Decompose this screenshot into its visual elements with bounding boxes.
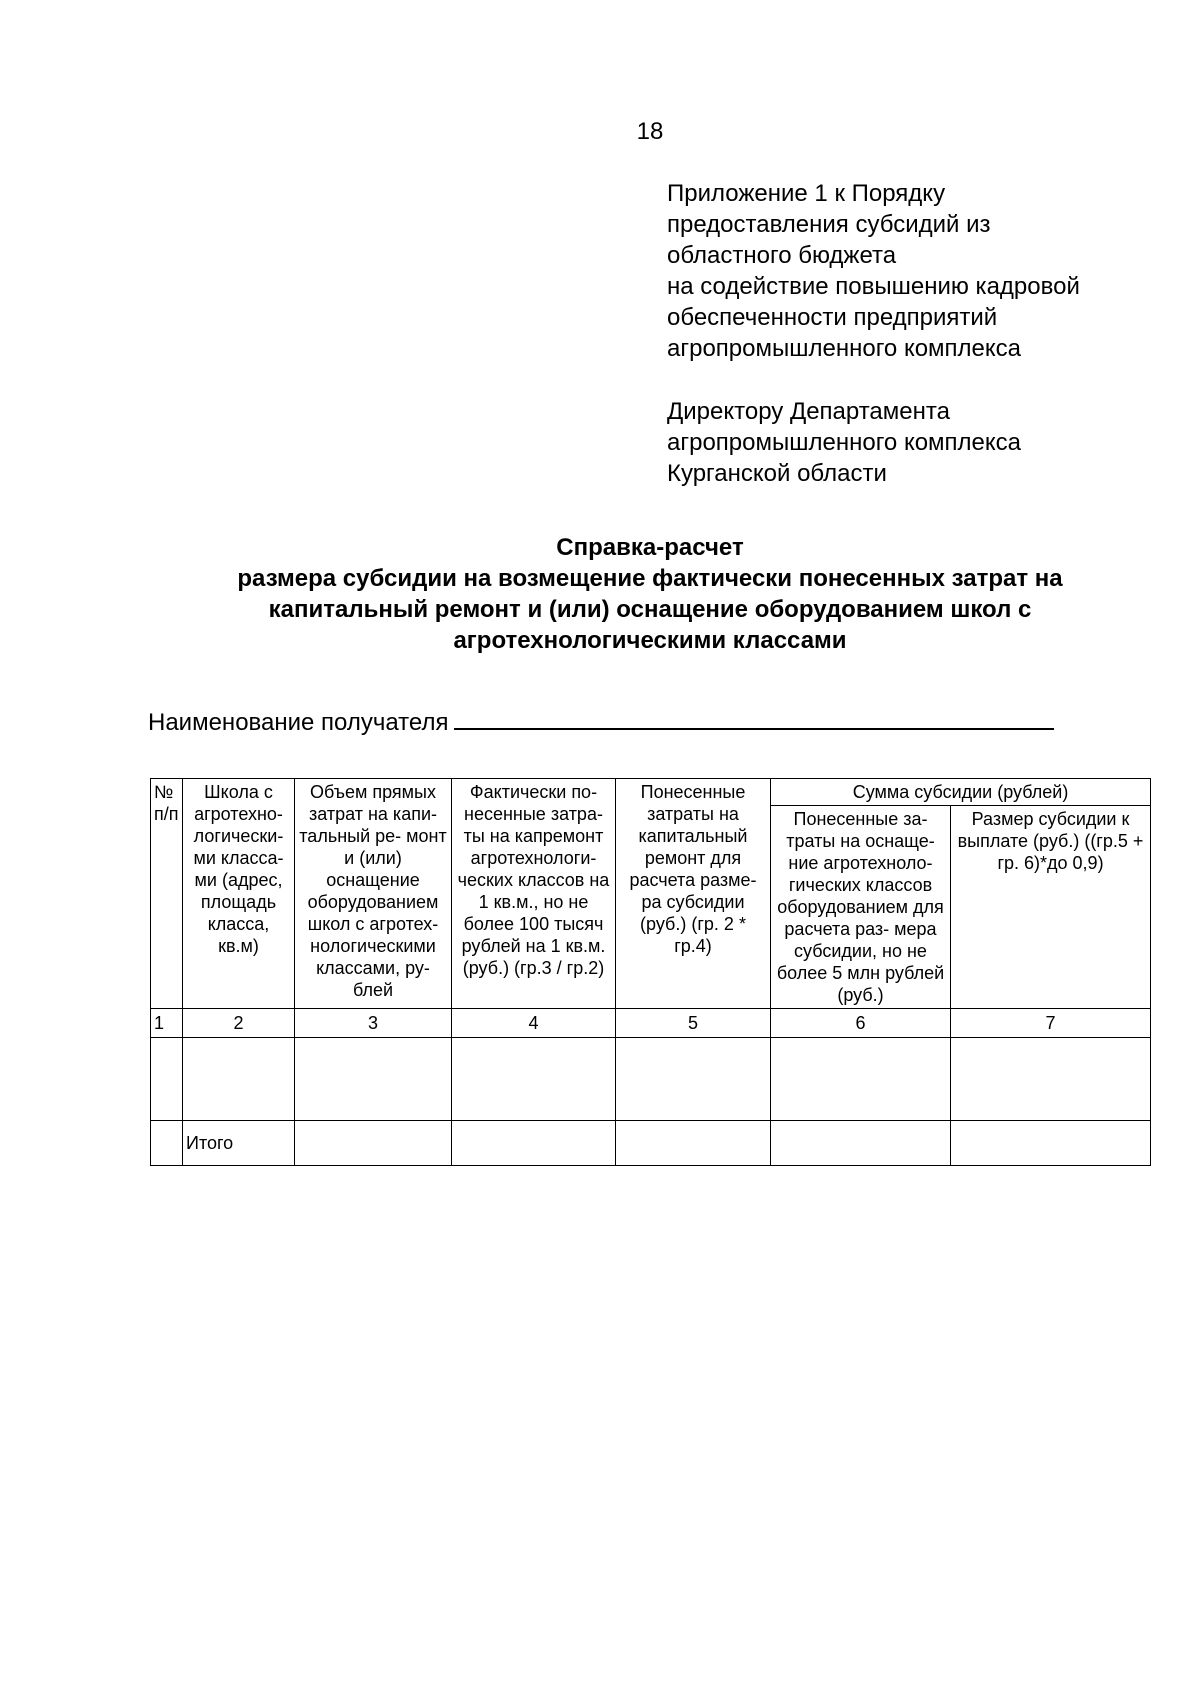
addressee-line: агропромышленного комплекса <box>667 429 1022 456</box>
appendix-line: на содействие повышению кадровой <box>667 273 1080 300</box>
table-cell[interactable] <box>616 1121 771 1166</box>
appendix-line: обеспеченности предприятий <box>667 304 998 331</box>
column-number: 6 <box>771 1009 951 1038</box>
column-number: 3 <box>295 1009 452 1038</box>
recipient-row <box>148 706 1098 738</box>
calculation-table <box>150 778 1151 1166</box>
title-line: капитальный ремонт и (или) оснащение оборудованием школ с <box>268 596 1032 623</box>
title-line: размера субсидии на возмещение фактически понесенных затрат на <box>237 565 1063 592</box>
header-actual-costs-per-sqm: Фактически по- несенные затра- ты на капремонт агротехнологи- ческих классов на 1 кв.м., но не более 100 тысяч рублей на 1 кв.м. (руб.) (гр.3 / гр.2) <box>452 779 616 1009</box>
table-cell[interactable] <box>951 1038 1151 1121</box>
total-row <box>151 1121 1151 1166</box>
table-cell[interactable] <box>452 1038 616 1121</box>
column-number-row <box>151 1009 1151 1038</box>
header-subsidy-payout: Размер субсидии к выплате (руб.) ((гр.5 + гр. 6)*до 0,9) <box>951 806 1151 1009</box>
header-school: Школа с агротехно- логически- ми класса- ми (адрес, площадь класса, кв.м) <box>183 779 295 1009</box>
column-number: 5 <box>616 1009 771 1038</box>
table-row <box>151 1038 1151 1121</box>
header-subsidy-sum: Сумма субсидии (рублей) <box>771 779 1151 806</box>
table-cell[interactable] <box>295 1121 452 1166</box>
header-equipment-costs: Понесенные за- траты на оснаще- ние агротехноло- гических классов оборудованием для расчета раз- мера субсидии, но не более 5 млн рублей (руб.) <box>771 806 951 1009</box>
addressee-line: Курганской области <box>667 460 887 487</box>
title-line: агротехнологическими классами <box>453 627 847 654</box>
table-cell[interactable] <box>295 1038 452 1121</box>
addressee-line: Директору Департамента <box>667 398 950 425</box>
table-cell[interactable] <box>151 1121 183 1166</box>
column-number: 7 <box>951 1009 1151 1038</box>
recipient-label: Наименование получателя <box>148 709 449 736</box>
appendix-line: Приложение 1 к Порядку <box>667 180 946 207</box>
appendix-line: областного бюджета <box>667 242 897 269</box>
table-cell[interactable] <box>452 1121 616 1166</box>
table-cell[interactable] <box>771 1038 951 1121</box>
header-repair-costs: Понесенные затраты на капитальный ремонт для расчета разме- ра субсидии (руб.) (гр. 2 * гр.4) <box>616 779 771 1009</box>
document-title <box>120 532 1180 656</box>
table-cell[interactable] <box>183 1038 295 1121</box>
appendix-header <box>667 178 1187 364</box>
page-number: 18 <box>636 118 664 145</box>
table-cell[interactable] <box>151 1038 183 1121</box>
table-cell[interactable] <box>616 1038 771 1121</box>
table-cell[interactable] <box>771 1121 951 1166</box>
column-number: 1 <box>151 1009 183 1038</box>
header-number: № п/п <box>151 779 183 1009</box>
total-label: Итого <box>183 1121 295 1166</box>
column-number: 4 <box>452 1009 616 1038</box>
addressee-block <box>667 396 1187 489</box>
header-direct-costs: Объем прямых затрат на капи- тальный ре- монт и (или) оснащение оборудованием школ с агротех- нологическими классами, ру- блей <box>295 779 452 1009</box>
appendix-line: агропромышленного комплекса <box>667 335 1022 362</box>
recipient-blank-line[interactable] <box>454 706 1054 730</box>
appendix-line: предоставления субсидий из <box>667 211 991 238</box>
column-number: 2 <box>183 1009 295 1038</box>
title-line: Справка-расчет <box>556 534 744 561</box>
table-cell[interactable] <box>951 1121 1151 1166</box>
